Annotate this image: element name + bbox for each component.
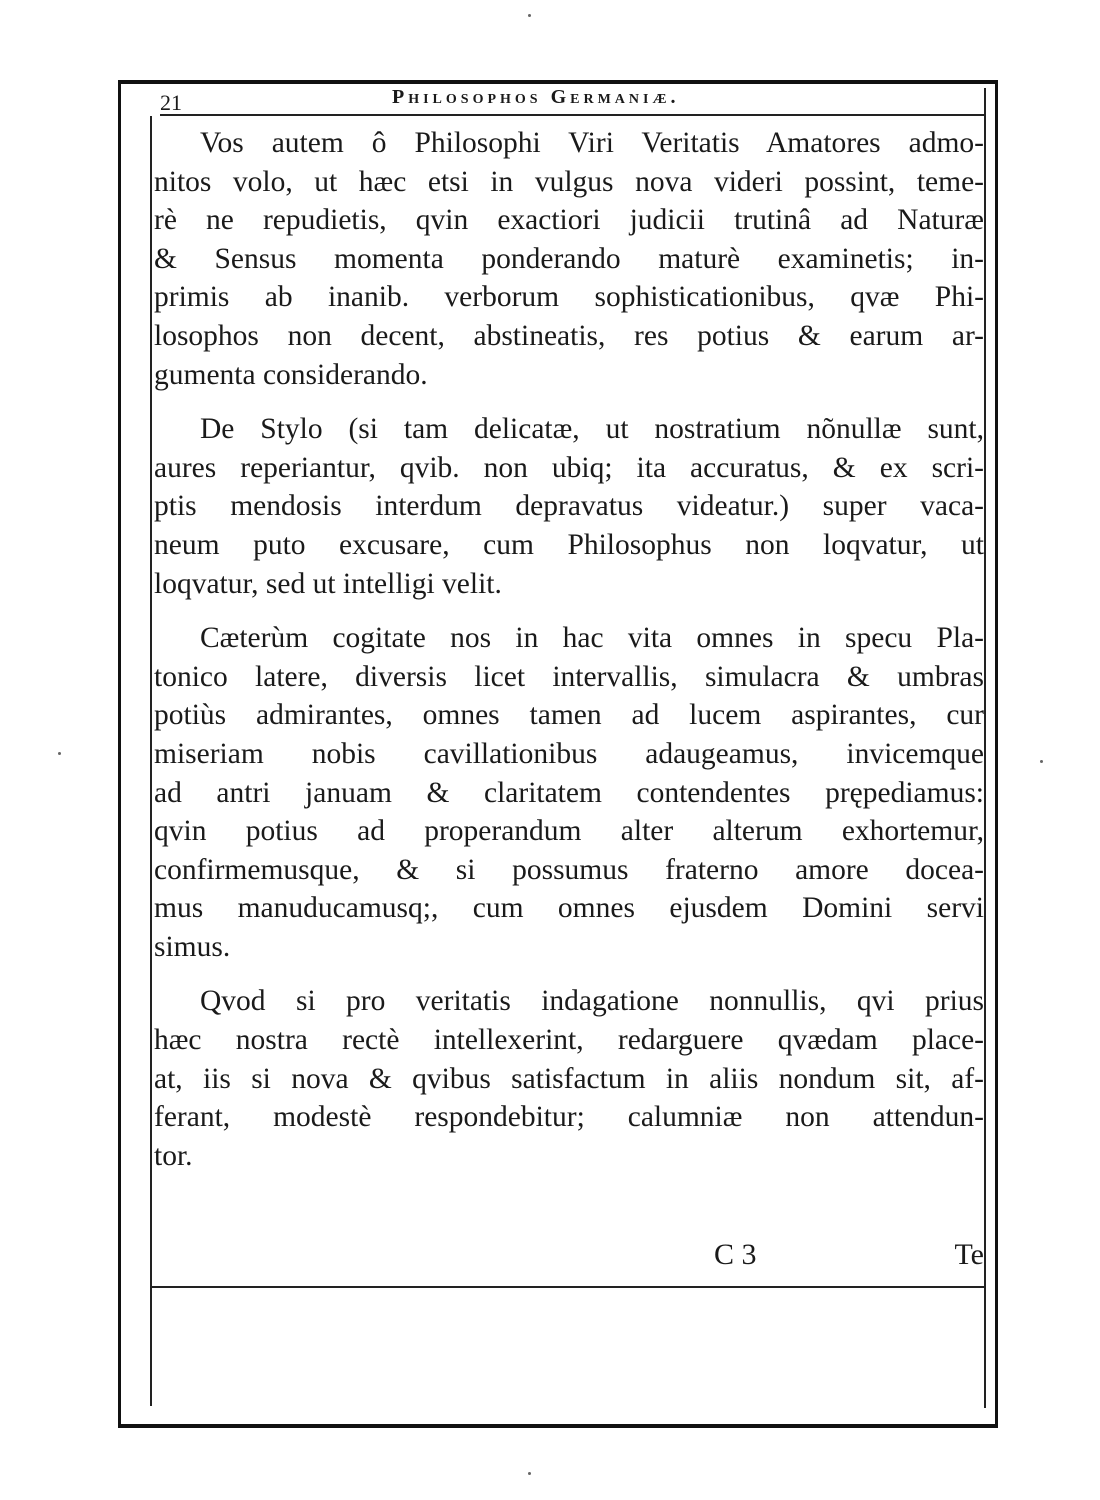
text-line: miseriam nobis cavillationibus adaugeamus, invicemque (154, 737, 984, 770)
text-line: hæc nostra rectè intellexerint, redarguere qvædam place- (154, 1024, 984, 1057)
page-number: 21 (160, 90, 182, 115)
stray-dot (528, 1472, 531, 1475)
header-rule (160, 114, 984, 116)
text-line: & Sensus momenta ponderando maturè examinetis; in- (154, 242, 984, 275)
text-line: losophos non decent, abstineatis, res potius & earum ar- (154, 319, 984, 352)
text-line: rè ne repudietis, qvin exactiori judicii trutinâ ad Naturæ (154, 204, 984, 237)
paragraph (154, 410, 984, 603)
text-line: gumenta considerando. (154, 358, 428, 391)
text-line: ad antri januam & claritatem contendentes prępediamus: (154, 776, 984, 809)
text-line: at, iis si nova & qvibus satisfactum in aliis nondum sit, af- (154, 1062, 984, 1095)
text-line: Vos autem ô Philosophi Viri Veritatis Amatores admo- (200, 127, 984, 159)
catchword: Te (954, 1238, 984, 1271)
text-line: potiùs admirantes, omnes tamen ad lucem aspirantes, cur (154, 699, 984, 732)
text-line: qvin potius ad properandum alter alterum exhortemur, (154, 815, 984, 848)
inner-rule-left (150, 116, 152, 1406)
text-line: simus. (154, 930, 231, 963)
text-line: neum puto excusare, cum Philosophus non loqvatur, ut (154, 528, 984, 561)
text-line: ptis mendosis interdum depravatus videatur.) super vaca- (154, 490, 984, 523)
paragraph (154, 619, 984, 966)
signature-mark: C 3 (714, 1238, 757, 1271)
footer-row (154, 1238, 984, 1278)
running-head: Philosophos Germaniæ. (392, 86, 680, 108)
text-line: tor. (154, 1139, 193, 1172)
text-line: loqvatur, sed ut intelligi velit. (154, 567, 502, 600)
paragraph (154, 982, 984, 1175)
footer-rule (150, 1286, 984, 1288)
stray-dot (58, 752, 61, 755)
text-line: nitos volo, ut hæc etsi in vulgus nova videri possint, teme- (154, 165, 984, 198)
stray-dot (1040, 760, 1043, 763)
text-line: aures reperiantur, qvib. non ubiq; ita accuratus, & ex scri- (154, 451, 984, 484)
text-line: Qvod si pro veritatis indagatione nonnullis, qvi prius (200, 985, 984, 1018)
text-line: tonico latere, diversis licet intervallis, simulacra & umbras (154, 660, 984, 693)
text-line: De Stylo (si tam delicatæ, ut nostratium nõnullæ sunt, (200, 413, 984, 446)
text-line: Cæterùm cogitate nos in hac vita omnes in specu Pla- (200, 622, 984, 655)
paragraph (154, 124, 984, 394)
text-line: ferant, modestè respondebitur; calumniæ non attendun- (154, 1101, 984, 1134)
text-line: mus manuducamusq;, cum omnes ejusdem Domini servi (154, 892, 984, 925)
text-line: confirmemusque, & si possumus fraterno amore docea- (154, 853, 984, 886)
body-text (154, 124, 984, 1191)
inner-rule-right (984, 88, 986, 1408)
stray-dot (528, 14, 531, 17)
text-line: primis ab inanib. verborum sophisticationibus, qvæ Phi- (154, 281, 984, 314)
